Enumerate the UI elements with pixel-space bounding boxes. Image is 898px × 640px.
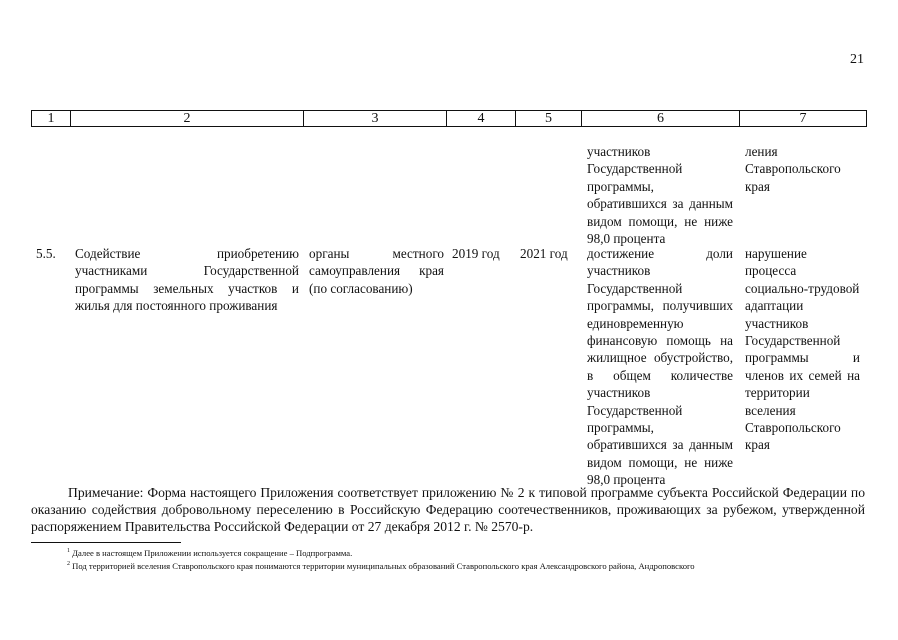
footnote-text: Под территорией вселения Ставропольского края понимаются территории муниципальных образований Ставропольского края Александровского района, Андроповского <box>72 560 695 571</box>
column-header-5: 5 <box>545 111 552 126</box>
footnote-mark: 1 <box>67 548 70 554</box>
column-header-1: 1 <box>47 111 55 126</box>
executor-cell: органы местного самоуправления края (по согласованию) <box>309 246 444 296</box>
footnote-2 <box>31 559 865 572</box>
continuation-consequence-cell: ления Ставропольского края <box>745 144 841 194</box>
footnote-text: Далее в настоящем Приложении используется сокращение – Подпрограмма. <box>72 547 353 558</box>
continuation-result-cell: участников Государственной программы, обратившихся за данным видом помощи, не ниже 98,0 процента <box>587 144 733 247</box>
consequence-cell: нарушение процесса социально-трудовой адаптации участников Государственной программы и членов их семей на территории вселения Ставропольского края <box>745 246 860 453</box>
start-year-cell: 2019 год <box>452 246 500 261</box>
table-header-row <box>31 110 867 127</box>
footnote-separator <box>31 542 181 543</box>
measure-cell: Содействие приобретению участниками Государственной программы земельных участков и жилья для постоянного проживания <box>75 246 299 314</box>
page-number: 21 <box>850 52 864 67</box>
note-paragraph: Примечание: Форма настоящего Приложения соответствует приложению № 2 к типовой программе субъекта Российской Федерации по оказанию содействия добровольному переселению в Российскую Федерацию соотечественников, проживающих за рубежом, утвержденной распоряжением Правительства Российской Федерации от 27 декабря 2012 г. № 2570-р. <box>31 485 865 535</box>
column-header-2: 2 <box>183 111 191 126</box>
column-header-6: 6 <box>657 111 664 126</box>
column-header-4: 4 <box>477 111 485 126</box>
footnote-1 <box>31 546 865 559</box>
column-header-3: 3 <box>371 111 379 126</box>
end-year-cell: 2021 год <box>520 246 568 261</box>
column-header-7: 7 <box>799 111 807 126</box>
result-cell: достижение доли участников Государственной программы, получивших единовременную финансовую помощь на жилищное обустройство, в общем количестве участников Государственной программы, обратившихся за данным видом помощи, не ниже 98,0 процента <box>587 246 733 488</box>
row-number: 5.5. <box>36 246 56 261</box>
footnote-mark: 2 <box>67 561 70 567</box>
